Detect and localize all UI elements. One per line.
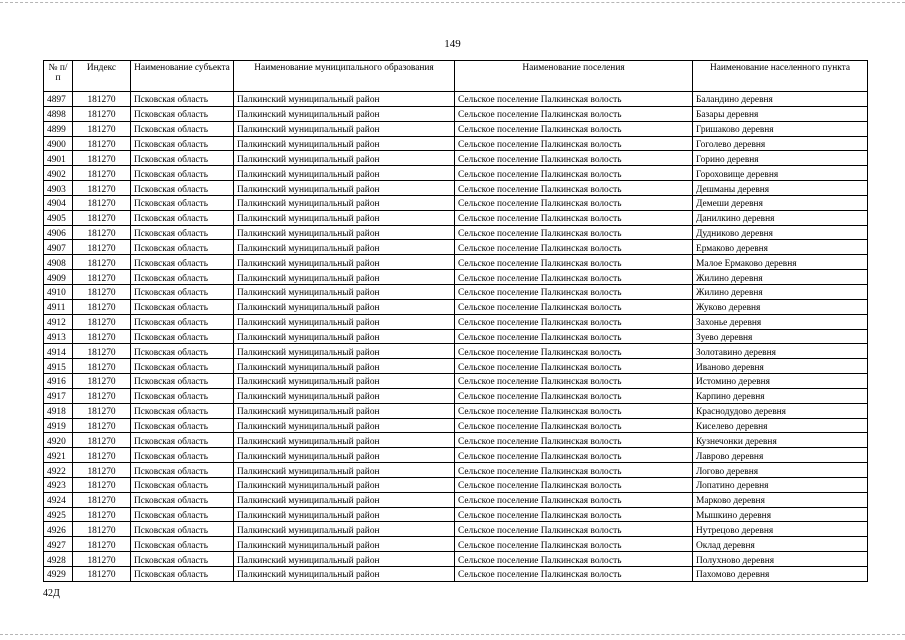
- cell-municipal: Палкинский муниципальный район: [234, 121, 455, 136]
- cell-index: 181270: [73, 567, 131, 582]
- cell-subject: Псковская область: [131, 492, 234, 507]
- cell-num: 4905: [44, 210, 73, 225]
- cell-settlement: Сельское поселение Палкинская волость: [455, 403, 693, 418]
- cell-locality: Малое Ермаково деревня: [693, 255, 868, 270]
- cell-num: 4927: [44, 537, 73, 552]
- cell-index: 181270: [73, 537, 131, 552]
- header-municipal: Наименование муниципального образования: [234, 61, 455, 92]
- cell-index: 181270: [73, 210, 131, 225]
- cell-municipal: Палкинский муниципальный район: [234, 418, 455, 433]
- table-row: [44, 418, 868, 433]
- cell-subject: Псковская область: [131, 463, 234, 478]
- cell-settlement: Сельское поселение Палкинская волость: [455, 448, 693, 463]
- cell-locality: Лаврово деревня: [693, 448, 868, 463]
- cell-subject: Псковская область: [131, 166, 234, 181]
- cell-num: 4916: [44, 374, 73, 389]
- cell-settlement: Сельское поселение Палкинская волость: [455, 255, 693, 270]
- cell-subject: Псковская область: [131, 106, 234, 121]
- cell-settlement: Сельское поселение Палкинская волость: [455, 359, 693, 374]
- cell-subject: Псковская область: [131, 240, 234, 255]
- cell-num: 4917: [44, 388, 73, 403]
- cell-locality: Захонье деревня: [693, 314, 868, 329]
- cell-subject: Псковская область: [131, 314, 234, 329]
- cell-index: 181270: [73, 507, 131, 522]
- cell-subject: Псковская область: [131, 270, 234, 285]
- header-subject: Наименование субъекта: [131, 61, 234, 92]
- cell-index: 181270: [73, 433, 131, 448]
- cell-index: 181270: [73, 151, 131, 166]
- cell-locality: Баландино деревня: [693, 92, 868, 107]
- table-row: [44, 567, 868, 582]
- cell-index: 181270: [73, 403, 131, 418]
- cell-locality: Данилкино деревня: [693, 210, 868, 225]
- cell-subject: Псковская область: [131, 181, 234, 196]
- cell-settlement: Сельское поселение Палкинская волость: [455, 537, 693, 552]
- cell-settlement: Сельское поселение Палкинская волость: [455, 299, 693, 314]
- cell-settlement: Сельское поселение Палкинская волость: [455, 344, 693, 359]
- cell-municipal: Палкинский муниципальный район: [234, 537, 455, 552]
- table-row: [44, 136, 868, 151]
- cell-subject: Псковская область: [131, 418, 234, 433]
- cell-municipal: Палкинский муниципальный район: [234, 240, 455, 255]
- cell-municipal: Палкинский муниципальный район: [234, 166, 455, 181]
- table-row: [44, 270, 868, 285]
- cell-settlement: Сельское поселение Палкинская волость: [455, 210, 693, 225]
- cell-num: 4902: [44, 166, 73, 181]
- cell-subject: Псковская область: [131, 195, 234, 210]
- cell-subject: Псковская область: [131, 329, 234, 344]
- cell-settlement: Сельское поселение Палкинская волость: [455, 195, 693, 210]
- cell-index: 181270: [73, 299, 131, 314]
- cell-locality: Истомино деревня: [693, 374, 868, 389]
- cell-municipal: Палкинский муниципальный район: [234, 492, 455, 507]
- table-row: [44, 299, 868, 314]
- cell-settlement: Сельское поселение Палкинская волость: [455, 225, 693, 240]
- cell-num: 4924: [44, 492, 73, 507]
- cell-municipal: Палкинский муниципальный район: [234, 552, 455, 567]
- cell-locality: Карпино деревня: [693, 388, 868, 403]
- cell-locality: Золотавино деревня: [693, 344, 868, 359]
- locality-table: [43, 60, 868, 582]
- cell-subject: Псковская область: [131, 151, 234, 166]
- cell-municipal: Палкинский муниципальный район: [234, 151, 455, 166]
- cell-settlement: Сельское поселение Палкинская волость: [455, 240, 693, 255]
- table-row: [44, 121, 868, 136]
- cell-num: 4919: [44, 418, 73, 433]
- cell-municipal: Палкинский муниципальный район: [234, 522, 455, 537]
- cell-subject: Псковская область: [131, 284, 234, 299]
- table-row: [44, 166, 868, 181]
- cell-index: 181270: [73, 225, 131, 240]
- cell-locality: Киселево деревня: [693, 418, 868, 433]
- cell-num: 4921: [44, 448, 73, 463]
- table-body: [44, 92, 868, 582]
- header-settlement: Наименование поселения: [455, 61, 693, 92]
- cell-num: 4918: [44, 403, 73, 418]
- table-row: [44, 433, 868, 448]
- cell-locality: Жилино деревня: [693, 270, 868, 285]
- cell-locality: Ермаково деревня: [693, 240, 868, 255]
- cell-locality: Краснодудово деревня: [693, 403, 868, 418]
- cell-settlement: Сельское поселение Палкинская волость: [455, 507, 693, 522]
- cell-index: 181270: [73, 284, 131, 299]
- cell-locality: Нутрецово деревня: [693, 522, 868, 537]
- cell-municipal: Палкинский муниципальный район: [234, 374, 455, 389]
- table-row: [44, 240, 868, 255]
- cell-locality: Гоголево деревня: [693, 136, 868, 151]
- cell-subject: Псковская область: [131, 567, 234, 582]
- cell-subject: Псковская область: [131, 403, 234, 418]
- cell-index: 181270: [73, 106, 131, 121]
- cell-municipal: Палкинский муниципальный район: [234, 92, 455, 107]
- cell-subject: Псковская область: [131, 344, 234, 359]
- table-row: [44, 92, 868, 107]
- cell-index: 181270: [73, 492, 131, 507]
- table-row: [44, 552, 868, 567]
- cell-index: 181270: [73, 388, 131, 403]
- cell-locality: Мышкино деревня: [693, 507, 868, 522]
- cell-num: 4928: [44, 552, 73, 567]
- cell-subject: Псковская область: [131, 448, 234, 463]
- cell-locality: Оклад деревня: [693, 537, 868, 552]
- cell-num: 4897: [44, 92, 73, 107]
- cell-locality: Пахомово деревня: [693, 567, 868, 582]
- cell-num: 4912: [44, 314, 73, 329]
- cell-settlement: Сельское поселение Палкинская волость: [455, 284, 693, 299]
- cell-subject: Псковская область: [131, 477, 234, 492]
- cell-index: 181270: [73, 255, 131, 270]
- cell-index: 181270: [73, 166, 131, 181]
- cell-num: 4899: [44, 121, 73, 136]
- cell-municipal: Палкинский муниципальный район: [234, 463, 455, 478]
- cell-municipal: Палкинский муниципальный район: [234, 477, 455, 492]
- cell-index: 181270: [73, 463, 131, 478]
- cell-municipal: Палкинский муниципальный район: [234, 255, 455, 270]
- cell-locality: Логово деревня: [693, 463, 868, 478]
- cell-locality: Жилино деревня: [693, 284, 868, 299]
- cell-num: 4929: [44, 567, 73, 582]
- table-header-row: [44, 61, 868, 92]
- cell-index: 181270: [73, 448, 131, 463]
- cell-locality: Зуево деревня: [693, 329, 868, 344]
- cell-settlement: Сельское поселение Палкинская волость: [455, 270, 693, 285]
- cell-settlement: Сельское поселение Палкинская волость: [455, 463, 693, 478]
- cell-subject: Псковская область: [131, 552, 234, 567]
- cell-settlement: Сельское поселение Палкинская волость: [455, 567, 693, 582]
- table-row: [44, 151, 868, 166]
- table-row: [44, 403, 868, 418]
- cell-index: 181270: [73, 240, 131, 255]
- page-number: 149: [444, 38, 461, 50]
- cell-locality: Гороховище деревня: [693, 166, 868, 181]
- cell-index: 181270: [73, 270, 131, 285]
- cell-index: 181270: [73, 374, 131, 389]
- cell-settlement: Сельское поселение Палкинская волость: [455, 136, 693, 151]
- footer-code: 42Д: [43, 588, 60, 599]
- cell-subject: Псковская область: [131, 374, 234, 389]
- cell-subject: Псковская область: [131, 136, 234, 151]
- cell-subject: Псковская область: [131, 359, 234, 374]
- cell-municipal: Палкинский муниципальный район: [234, 299, 455, 314]
- cell-num: 4914: [44, 344, 73, 359]
- header-num: № п/п: [44, 61, 73, 92]
- cell-municipal: Палкинский муниципальный район: [234, 448, 455, 463]
- cell-settlement: Сельское поселение Палкинская волость: [455, 418, 693, 433]
- cell-index: 181270: [73, 359, 131, 374]
- cell-subject: Псковская область: [131, 537, 234, 552]
- cell-municipal: Палкинский муниципальный район: [234, 403, 455, 418]
- table-row: [44, 477, 868, 492]
- cell-municipal: Палкинский муниципальный район: [234, 329, 455, 344]
- cell-municipal: Палкинский муниципальный район: [234, 106, 455, 121]
- cell-subject: Псковская область: [131, 92, 234, 107]
- cell-locality: Лопатино деревня: [693, 477, 868, 492]
- cell-index: 181270: [73, 181, 131, 196]
- scan-edge-bottom: [0, 634, 905, 635]
- table-row: [44, 284, 868, 299]
- table-row: [44, 195, 868, 210]
- cell-municipal: Палкинский муниципальный район: [234, 284, 455, 299]
- table-row: [44, 448, 868, 463]
- cell-subject: Псковская область: [131, 388, 234, 403]
- table-row: [44, 210, 868, 225]
- cell-index: 181270: [73, 522, 131, 537]
- cell-num: 4908: [44, 255, 73, 270]
- cell-index: 181270: [73, 195, 131, 210]
- table-row: [44, 344, 868, 359]
- cell-subject: Псковская область: [131, 225, 234, 240]
- table-row: [44, 255, 868, 270]
- cell-settlement: Сельское поселение Палкинская волость: [455, 92, 693, 107]
- cell-num: 4904: [44, 195, 73, 210]
- cell-num: 4913: [44, 329, 73, 344]
- cell-locality: Иваново деревня: [693, 359, 868, 374]
- table-row: [44, 225, 868, 240]
- cell-municipal: Палкинский муниципальный район: [234, 210, 455, 225]
- cell-num: 4911: [44, 299, 73, 314]
- cell-settlement: Сельское поселение Палкинская волость: [455, 151, 693, 166]
- cell-subject: Псковская область: [131, 210, 234, 225]
- cell-locality: Жуково деревня: [693, 299, 868, 314]
- cell-locality: Дудниково деревня: [693, 225, 868, 240]
- cell-settlement: Сельское поселение Палкинская волость: [455, 121, 693, 136]
- cell-municipal: Палкинский муниципальный район: [234, 181, 455, 196]
- cell-index: 181270: [73, 92, 131, 107]
- cell-locality: Гришаково деревня: [693, 121, 868, 136]
- cell-locality: Марково деревня: [693, 492, 868, 507]
- cell-settlement: Сельское поселение Палкинская волость: [455, 314, 693, 329]
- cell-municipal: Палкинский муниципальный район: [234, 270, 455, 285]
- cell-index: 181270: [73, 314, 131, 329]
- cell-subject: Псковская область: [131, 299, 234, 314]
- table-row: [44, 537, 868, 552]
- cell-num: 4909: [44, 270, 73, 285]
- cell-locality: Горино деревня: [693, 151, 868, 166]
- table-row: [44, 522, 868, 537]
- table-row: [44, 463, 868, 478]
- cell-num: 4920: [44, 433, 73, 448]
- cell-num: 4926: [44, 522, 73, 537]
- cell-num: 4907: [44, 240, 73, 255]
- scan-edge-top: [0, 2, 905, 3]
- cell-locality: Дешманы деревня: [693, 181, 868, 196]
- cell-locality: Кузнечонки деревня: [693, 433, 868, 448]
- cell-settlement: Сельское поселение Палкинская волость: [455, 329, 693, 344]
- cell-num: 4901: [44, 151, 73, 166]
- cell-subject: Псковская область: [131, 255, 234, 270]
- header-index: Индекс: [73, 61, 131, 92]
- cell-subject: Псковская область: [131, 121, 234, 136]
- cell-subject: Псковская область: [131, 433, 234, 448]
- cell-municipal: Палкинский муниципальный район: [234, 344, 455, 359]
- cell-index: 181270: [73, 329, 131, 344]
- cell-settlement: Сельское поселение Палкинская волость: [455, 374, 693, 389]
- cell-settlement: Сельское поселение Палкинская волость: [455, 166, 693, 181]
- cell-subject: Псковская область: [131, 507, 234, 522]
- cell-municipal: Палкинский муниципальный район: [234, 359, 455, 374]
- cell-settlement: Сельское поселение Палкинская волость: [455, 106, 693, 121]
- cell-settlement: Сельское поселение Палкинская волость: [455, 181, 693, 196]
- cell-num: 4910: [44, 284, 73, 299]
- table-row: [44, 106, 868, 121]
- table-row: [44, 359, 868, 374]
- table-row: [44, 374, 868, 389]
- cell-municipal: Палкинский муниципальный район: [234, 136, 455, 151]
- cell-subject: Псковская область: [131, 522, 234, 537]
- cell-num: 4923: [44, 477, 73, 492]
- table-row: [44, 329, 868, 344]
- cell-num: 4898: [44, 106, 73, 121]
- cell-municipal: Палкинский муниципальный район: [234, 195, 455, 210]
- header-locality: Наименование населенного пункта: [693, 61, 868, 92]
- table-row: [44, 388, 868, 403]
- cell-settlement: Сельское поселение Палкинская волость: [455, 522, 693, 537]
- cell-locality: Полухново деревня: [693, 552, 868, 567]
- table-row: [44, 181, 868, 196]
- cell-locality: Базары деревня: [693, 106, 868, 121]
- cell-index: 181270: [73, 344, 131, 359]
- cell-municipal: Палкинский муниципальный район: [234, 314, 455, 329]
- table-row: [44, 492, 868, 507]
- table-row: [44, 507, 868, 522]
- cell-num: 4906: [44, 225, 73, 240]
- cell-municipal: Палкинский муниципальный район: [234, 225, 455, 240]
- table-row: [44, 314, 868, 329]
- cell-settlement: Сельское поселение Палкинская волость: [455, 477, 693, 492]
- cell-settlement: Сельское поселение Палкинская волость: [455, 552, 693, 567]
- cell-index: 181270: [73, 552, 131, 567]
- cell-municipal: Палкинский муниципальный район: [234, 433, 455, 448]
- cell-locality: Демеши деревня: [693, 195, 868, 210]
- cell-num: 4925: [44, 507, 73, 522]
- cell-municipal: Палкинский муниципальный район: [234, 388, 455, 403]
- cell-num: 4900: [44, 136, 73, 151]
- cell-num: 4922: [44, 463, 73, 478]
- cell-index: 181270: [73, 418, 131, 433]
- cell-settlement: Сельское поселение Палкинская волость: [455, 433, 693, 448]
- cell-num: 4915: [44, 359, 73, 374]
- cell-municipal: Палкинский муниципальный район: [234, 507, 455, 522]
- cell-num: 4903: [44, 181, 73, 196]
- cell-settlement: Сельское поселение Палкинская волость: [455, 388, 693, 403]
- cell-settlement: Сельское поселение Палкинская волость: [455, 492, 693, 507]
- cell-index: 181270: [73, 121, 131, 136]
- cell-municipal: Палкинский муниципальный район: [234, 567, 455, 582]
- cell-index: 181270: [73, 477, 131, 492]
- cell-index: 181270: [73, 136, 131, 151]
